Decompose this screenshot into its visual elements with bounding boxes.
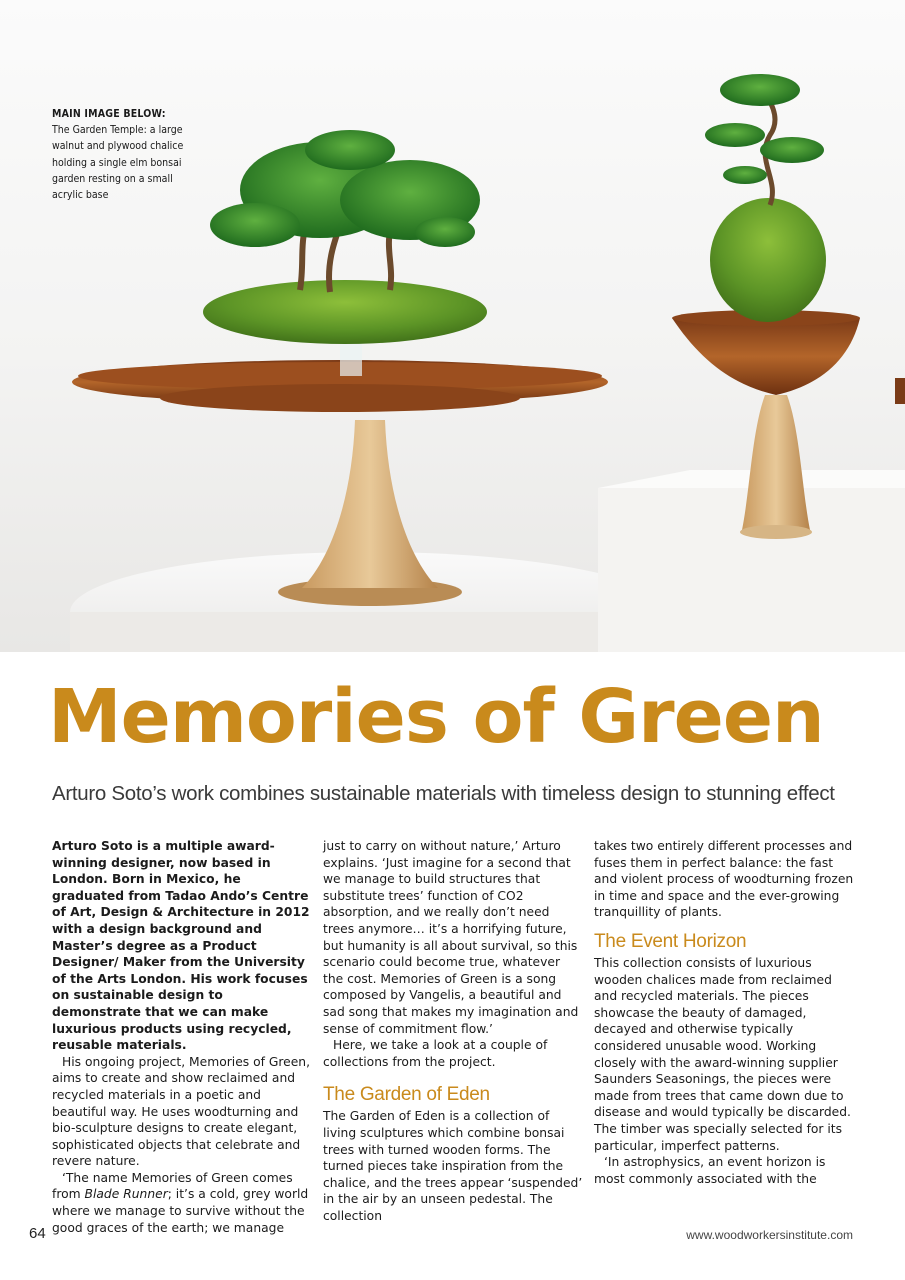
section-heading-event-horizon: The Event Horizon [594, 930, 747, 952]
body-paragraph: takes two entirely different processes and fuses them in perfect balance: the fast and violent process of woodturning frozen in time and space and the ever-growing tranquillity of plants. [594, 839, 854, 920]
column-1 [52, 838, 312, 1236]
article-title: Memories of Green [48, 674, 824, 760]
image-caption [52, 106, 202, 203]
intro-paragraph: Arturo Soto is a multiple award-winning designer, now based in London. Born in Mexico, he graduated from Tadao Ando’s Centre of Art, Design & Architecture in 2012 with a design background and Master’s degree as a Product Designer/ Maker from the University of the Arts London. His work focuses on sustainable design to demonstrate that we can make luxurious products using recycled, reusable materials. [52, 839, 310, 1053]
moss-ball [710, 198, 826, 322]
moss-garden [203, 280, 487, 344]
body-paragraph: ‘In astrophysics, an event horizon is most commonly associated with the [594, 1155, 826, 1186]
body-paragraph [52, 1170, 312, 1236]
body-paragraph: His ongoing project, Memories of Green, aims to create and show reclaimed and recycled materials in a poetic and beautiful way. He uses woodturning and bio-sculpture designs to create elegant, sophisticated objects that celebrate and revere nature. [52, 1054, 310, 1169]
text-run: ; it’s a cold, grey world where we manage to survive without the good graces of the earth; we manage [52, 1187, 309, 1235]
page-number: 64 [29, 1225, 46, 1242]
website-url: www.woodworkersinstitute.com [686, 1228, 853, 1242]
column-2 [323, 838, 583, 1224]
body-paragraph: Here, we take a look at a couple of collections from the project. [323, 1038, 548, 1069]
section-heading-garden-of-eden: The Garden of Eden [323, 1084, 490, 1106]
article-subtitle: Arturo Soto’s work combines sustainable materials with timeless design to stunning effect [52, 782, 835, 805]
body-paragraph: just to carry on without nature,’ Arturo explains. ‘Just imagine for a second that we manage to build structures that substitute trees’ function of CO2 absorption, and we really don’t need trees anymore… it’s a horrifying future, but humanity is all about survival, so this scenario could become true, whatever the cost. Memories of Green is a song composed by Vangelis, a beautiful and sad song that makes my imagination and sense of commitment flow.’ [323, 839, 579, 1036]
body-paragraph: The Garden of Eden is a collection of living sculptures which combine bonsai trees with turned wooden forms. The turned pieces take inspiration from the chalice, and the trees appear ‘suspended’ in the air by an unseen pedestal. The collection [323, 1109, 583, 1223]
column-3 [594, 838, 854, 1187]
caption-text: The Garden Temple: a large walnut and plywood chalice holding a single elm bonsai garden resting on a small acrylic base [52, 124, 184, 202]
film-title: Blade Runner [84, 1187, 168, 1202]
caption-heading: MAIN IMAGE BELOW: [52, 108, 166, 120]
text-run: ‘The name Memories of Green comes from [52, 1170, 293, 1202]
body-paragraph: This collection consists of luxurious wooden chalices made from reclaimed and recycled materials. The pieces showcase the beauty of damaged, decayed and otherwise typically considered unusable wood. Working closely with the award-winning supplier Saunders Seasonings, the pieces were made from trees that came down due to disease and would typically be discarded. The timber was specially selected for its particular, imperfect patterns. [594, 955, 851, 1153]
